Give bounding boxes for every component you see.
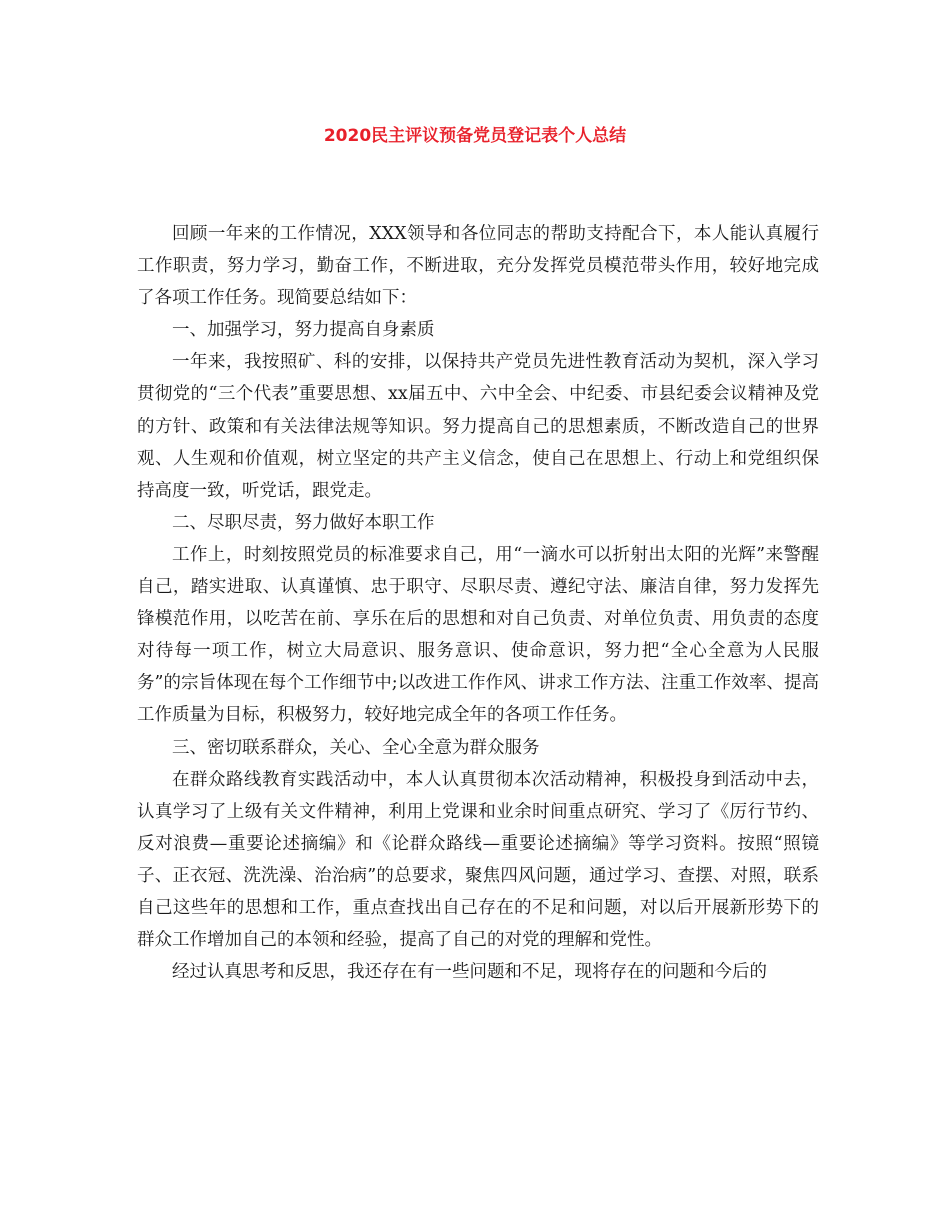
document-body [137, 218, 819, 988]
section-heading-2: 二、尽职尽责，努力做好本职工作 [172, 512, 435, 533]
document-title: 2020民主评议预备党员登记表个人总结 [323, 126, 627, 146]
section-paragraph-3: 在群众路线教育实践活动中，本人认真贯彻本次活动精神，积极投身到活动中去，认真学习了上级有关文件精神，利用上党课和业余时间重点研究、学习了《厉行节约、反对浪费—重要论述摘编》和《论群众路线—重要论述摘编》等学习资料。按照“照镜子、正衣冠、洗洗澡、治治病”的总要求，聚焦四风问题，通过学习、查摆、对照，联系自己这些年的思想和工作，重点查找出自己存在的不足和问题，对以后开展新形势下的群众工作增加自己的本领和经验，提高了自己的对党的理解和党性。 [137, 769, 819, 951]
section-paragraph-1: 一年来，我按照矿、科的安排，以保持共产党员先进性教育活动为契机，深入学习贯彻党的“三个代表”重要思想、xx届五中、六中全会、中纪委、市县纪委会议精神及党的方针、政策和有关法律法规等知识。努力提高自己的思想素质，不断改造自己的世界观、人生观和价值观，树立坚定的共产主义信念，使自己在思想上、行动上和党组织保持高度一致，听党话，跟党走。 [137, 352, 819, 501]
closing-paragraph: 经过认真思考和反思，我还存在有一些问题和不足，现将存在的问题和今后的 [172, 962, 767, 983]
section-paragraph-2: 工作上，时刻按照党员的标准要求自己，用“一滴水可以折射出太阳的光辉”来警醒自己，踏实进取、认真谨慎、忠于职守、尽职尽责、遵纪守法、廉洁自律，努力发挥先锋模范作用，以吃苦在前、享乐在后的思想和对自己负责、对单位负责、用负责的态度对待每一项工作，树立大局意识、服务意识、使命意识，努力把“全心全意为人民服务”的宗旨体现在每个工作细节中;以改进工作作风、讲求工作方法、注重工作效率、提高工作质量为目标，积极努力，较好地完成全年的各项工作任务。 [137, 544, 819, 726]
section-heading-3: 三、密切联系群众，关心、全心全意为群众服务 [172, 737, 540, 758]
section-heading-1: 一、加强学习，努力提高自身素质 [172, 320, 435, 341]
intro-paragraph: 回顾一年来的工作情况，XXX领导和各位同志的帮助支持配合下，本人能认真履行工作职责，努力学习，勤奋工作，不断进取，充分发挥党员模范带头作用，较好地完成了各项工作任务。现简要总结如下： [137, 224, 819, 309]
